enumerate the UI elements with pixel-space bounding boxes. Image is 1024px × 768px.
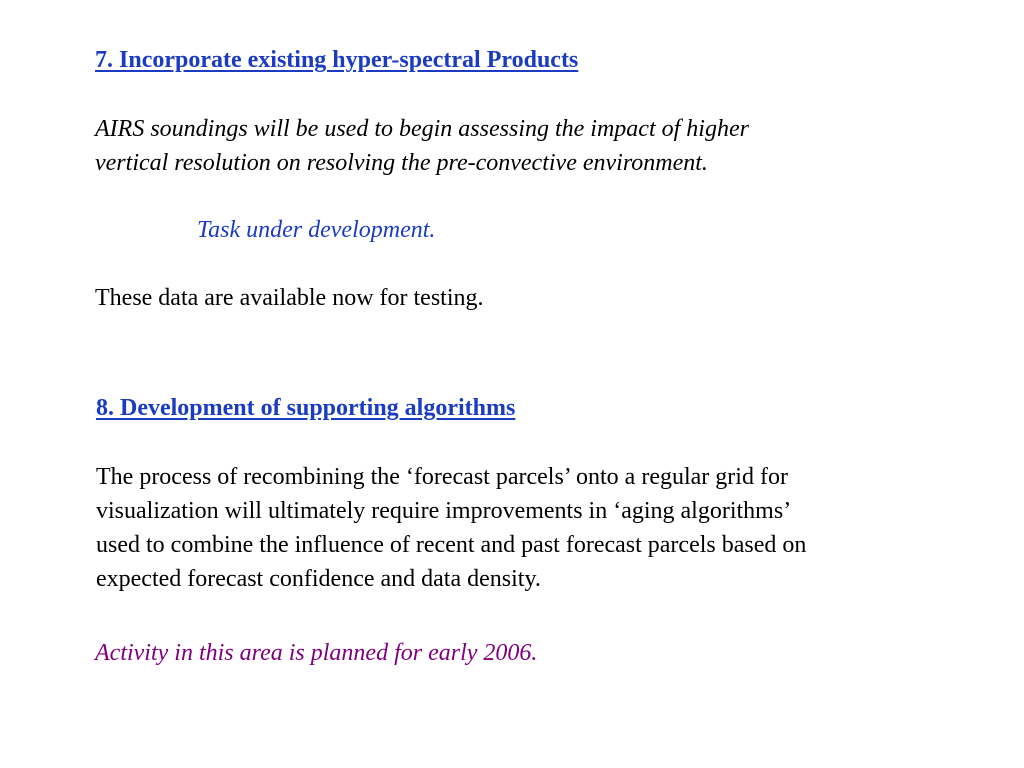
section-7-status-note: Task under development. — [197, 217, 436, 243]
paragraph-line: vertical resolution on resolving the pre-convective environment. — [95, 150, 708, 176]
section-8-heading: 8. Development of supporting algorithms — [96, 395, 516, 421]
paragraph-line: expected forecast confidence and data density. — [96, 566, 541, 592]
paragraph-line: visualization will ultimately require improvements in ‘aging algorithms’ — [96, 498, 792, 524]
paragraph-line: used to combine the influence of recent and past forecast parcels based on — [96, 532, 807, 558]
paragraph-line: AIRS soundings will be used to begin assessing the impact of higher — [95, 116, 749, 142]
section-7-heading: 7. Incorporate existing hyper-spectral Products — [95, 47, 579, 73]
section-8-paragraph — [96, 460, 806, 596]
paragraph-line: The process of recombining the ‘forecast parcels’ onto a regular grid for — [96, 464, 788, 490]
section-7-paragraph — [95, 112, 749, 180]
section-8-status-note: Activity in this area is planned for early 2006. — [95, 640, 538, 666]
section-7-availability: These data are available now for testing. — [95, 285, 484, 311]
